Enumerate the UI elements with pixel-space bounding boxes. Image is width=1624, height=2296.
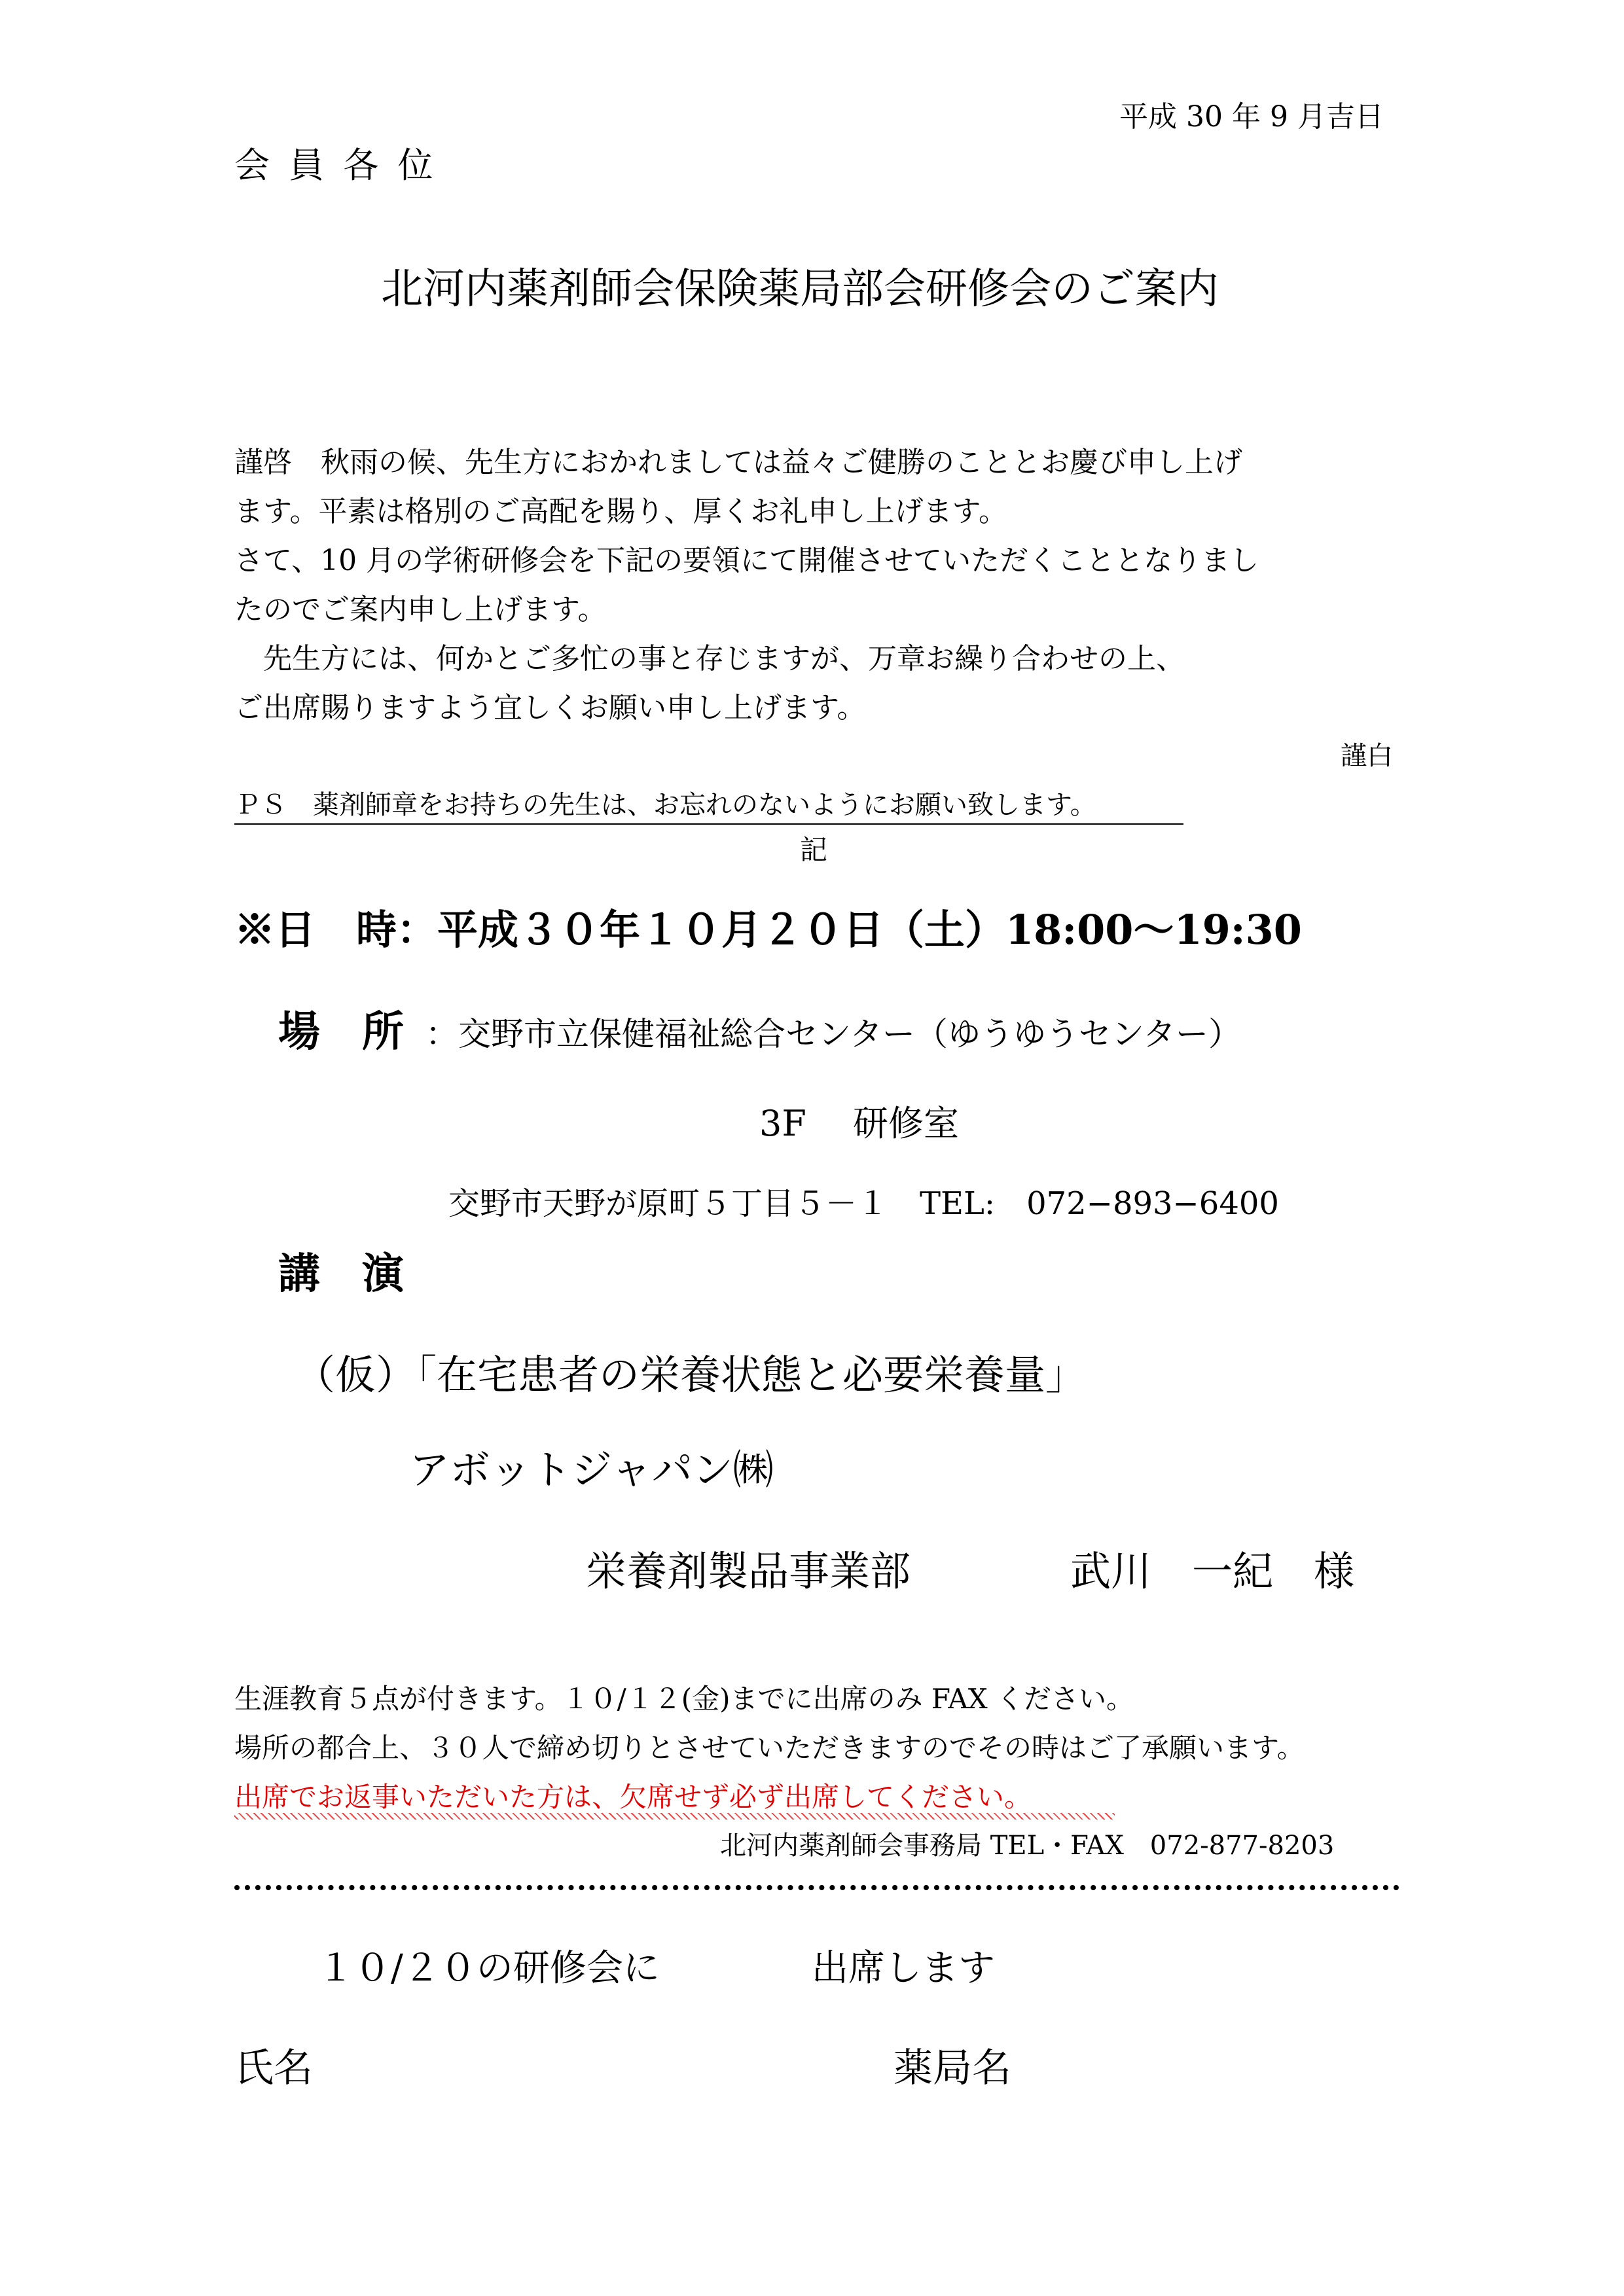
pharmacy-name-label: 薬局名	[893, 2045, 1011, 2091]
body-line-5: 先生方には、何かとご多忙の事と存じますが、万章お繰り合わせの上、	[234, 642, 1185, 675]
document-date: 平成 30 年 9 月吉日	[1119, 100, 1384, 134]
note-line-1: 生涯教育５点が付きます。１０/１２(金)までに出席のみ FAX ください。	[234, 1683, 1134, 1715]
reply-attend-word: 出席します	[812, 1947, 995, 1990]
closing-text: 謹白	[1341, 741, 1393, 771]
body-line-1: 謹啓 秋雨の候、先生方におかれましては益々ご健勝のこととお慶び申し上げ	[234, 446, 1242, 479]
place-label: 場 所	[278, 1007, 404, 1056]
event-datetime: ※日 時：平成３０年１０月２０日（土）18:00〜19:30	[234, 906, 1302, 954]
address-text: 交野市天野が原町５丁目５－１ TEL: 072−893−6400	[448, 1185, 1279, 1222]
ps-underline	[234, 823, 1183, 825]
company-name: アボットジャパン㈱	[409, 1446, 774, 1494]
note-line-2: 場所の都合上、３０人で締め切りとさせていただきますのでその時はご了承願います。	[234, 1732, 1305, 1764]
body-line-4: たのでご案内申し上げます。	[234, 593, 607, 626]
ki-mark: 記	[800, 834, 828, 866]
ps-note: ＰＳ 薬剤師章をお持ちの先生は、お忘れのないようにお願い致します。	[234, 790, 1096, 820]
page-title: 北河内薬剤師会保険薬局部会研修会のご案内	[381, 265, 1219, 314]
body-line-3: さて、10 月の学術研修会を下記の要領にて開催させていただくこととなりまし	[234, 544, 1259, 577]
place-value: ：交野市立保健福祉総合センター（ゆうゆうセンター）	[425, 1015, 1241, 1053]
speaker-name: 武川 一紀 様	[1070, 1547, 1355, 1595]
warning-wavy-underline	[234, 1813, 1115, 1820]
note-line-3-warning: 出席でお返事いただいた方は、欠席せず必ず出席してください。	[234, 1781, 1032, 1813]
name-label: 氏名	[234, 2045, 313, 2091]
contact-line: 北河内薬剤師会事務局 TEL・FAX 072-877-8203	[720, 1831, 1335, 1861]
addressee: 会 員 各 位	[234, 145, 437, 186]
lecture-title: （仮）「在宅患者の栄養状態と必要栄養量」	[295, 1351, 1087, 1399]
room-text: 3F 研修室	[759, 1103, 959, 1144]
body-line-6: ご出席賜りますよう宜しくお願い申し上げます。	[234, 691, 866, 725]
lecture-label: 講 演	[278, 1249, 404, 1299]
speaker-dept: 栄養剤製品事業部	[586, 1547, 911, 1595]
body-line-2: ます。平素は格別のご高配を賜り、厚くお礼申し上げます。	[234, 495, 1007, 528]
reply-attend-line: １０/２０の研修会に	[317, 1947, 660, 1990]
cut-line-separator	[234, 1885, 1399, 1890]
